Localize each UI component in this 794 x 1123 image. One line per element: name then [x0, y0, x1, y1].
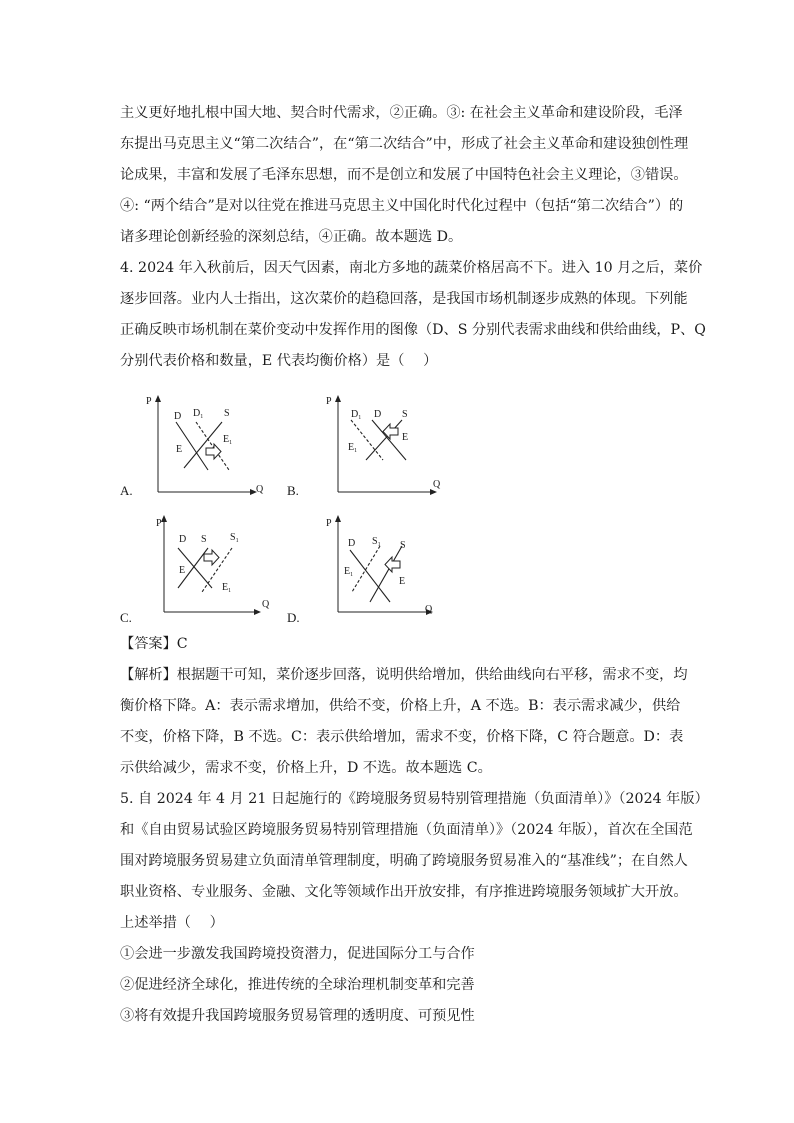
label-s: S — [400, 540, 406, 551]
option-d-label: D. — [287, 610, 300, 625]
question-4-line: 正确反映市场机制在菜价变动中发挥作用的图像（D、S 分别代表需求曲线和供给曲线，P、Q — [120, 322, 706, 338]
label-s: S — [201, 534, 207, 545]
supply-curve-s — [370, 546, 402, 602]
label-e: E — [179, 565, 186, 576]
question-5-choice: ①会进一步激发我国跨境投资潜力，促进国际分工与合作 — [120, 946, 475, 962]
label-p: P — [326, 518, 332, 529]
y-axis-arrow — [161, 515, 167, 522]
label-e: E — [176, 444, 183, 455]
answer-line: 【答案】C — [120, 636, 188, 652]
label-s: S — [224, 408, 230, 419]
shift-left-arrow-icon — [385, 557, 400, 572]
label-q: Q — [433, 479, 441, 490]
question-5-line: 上述举措（ ） — [120, 915, 224, 931]
question-4-line: 分别代表价格和数量，E 代表均衡价格）是（ ） — [120, 353, 438, 369]
paragraph-line: ④: “两个结合”是对以往党在推进马克思主义中国化时代化过程中（包括“第二次结合”）的 — [120, 198, 684, 214]
option-a-label: A. — [120, 483, 133, 498]
shift-right-arrow-icon — [204, 550, 219, 565]
question-5-line: 5. 自 2024 年 4 月 21 日起施行的《跨境服务贸易特别管理措施（负面清单）》（2024 年版） — [120, 791, 709, 807]
label-e1: $E_1$ — [344, 566, 354, 578]
question-5-line: 和《自由贸易试验区跨境服务贸易特别管理措施（负面清单）》（2024 年版），首次在全国范 — [120, 822, 693, 838]
label-e: E — [399, 576, 406, 587]
question-4-line: 逐步回落。业内人士指出，这次菜价的趋稳回落，是我国市场机制逐步成熟的体现。下列能 — [120, 291, 688, 307]
analysis-line: 不变，价格下降，B 不选。C：表示供给增加，需求不变，价格下降，C 符合题意。D：表 — [120, 729, 684, 745]
question-5-line: 职业资格、专业服务、金融、文化等领域作出开放安排，有序推进跨境服务领域扩大开放。 — [120, 884, 688, 900]
label-e1: $E_1$ — [348, 442, 358, 454]
supply-curve-s1 — [352, 546, 380, 592]
label-d: D — [174, 411, 182, 422]
label-d1: $D_1$ — [193, 408, 204, 420]
x-axis-arrow — [254, 609, 261, 615]
graph-c — [150, 512, 300, 622]
paragraph-line: 主义更好地扎根中国大地、契合时代需求，②正确。③: 在社会主义革命和建设阶段，毛泽 — [120, 105, 683, 121]
question-5-choice: ③将有效提升我国跨境服务贸易管理的透明度、可预见性 — [120, 1008, 475, 1024]
label-s1: $S_1$ — [230, 532, 239, 544]
label-p: P — [156, 518, 162, 529]
paragraph-line: 诸多理论创新经验的深刻总结，④正确。故本题选 D。 — [120, 229, 463, 245]
label-d: D — [179, 534, 187, 545]
label-q: Q — [425, 604, 433, 615]
label-d: D — [374, 409, 382, 420]
option-c-label: C. — [120, 610, 132, 625]
graph-d — [320, 512, 470, 622]
question-4-line: 4. 2024 年入秋前后，因天气因素，南北方多地的蔬菜价格居高不下。进入 10 月之后，菜价 — [120, 260, 703, 276]
demand-curve-d1 — [196, 422, 229, 470]
label-d1: $D_1$ — [351, 409, 362, 421]
label-p: P — [146, 396, 152, 407]
option-b-label: B. — [287, 483, 299, 498]
supply-curve-s — [184, 422, 222, 468]
analysis-line: 衡价格下降。A：表示需求增加，供给不变，价格上升，A 不选。B：表示需求减少，供给 — [120, 698, 681, 714]
label-e1: $E_1$ — [223, 434, 233, 446]
demand-curve-d — [350, 550, 390, 602]
analysis-line: 【解析】根据题干可知，菜价逐步回落，说明供给增加，供给曲线向右平移，需求不变，均 — [120, 667, 688, 683]
supply-curve-s — [366, 420, 402, 460]
analysis-line: 示供给减少，需求不变，价格上升，D 不选。故本题选 C。 — [120, 760, 492, 776]
label-q: Q — [256, 484, 264, 495]
label-q: Q — [262, 599, 270, 610]
shift-right-arrow-icon — [206, 444, 221, 459]
label-p: P — [326, 396, 332, 407]
demand-curve-d1 — [351, 420, 383, 460]
question-5-choice: ②促进经济全球化，推进传统的全球治理机制变革和完善 — [120, 977, 475, 993]
label-e1: $E_1$ — [222, 582, 232, 594]
y-axis-arrow — [155, 395, 161, 402]
y-axis-arrow — [335, 515, 341, 522]
label-s1: $S_1$ — [372, 536, 381, 548]
graph-a — [140, 392, 290, 502]
y-axis-arrow — [335, 395, 341, 402]
label-e: E — [402, 432, 409, 443]
label-s: S — [402, 409, 408, 420]
graph-b — [320, 392, 470, 502]
paragraph-line: 论成果，丰富和发展了毛泽东思想，而不是创立和发展了中国特色社会主义理论，③错误。 — [120, 167, 688, 183]
paragraph-line: 东提出马克思主义“第二次结合”，在“第二次结合”中，形成了社会主义革命和建设独创性理 — [120, 136, 689, 152]
question-5-line: 围对跨境服务贸易建立负面清单管理制度，明确了跨境服务贸易准入的“基准线”；在自然人 — [120, 853, 688, 869]
label-d: D — [348, 538, 356, 549]
